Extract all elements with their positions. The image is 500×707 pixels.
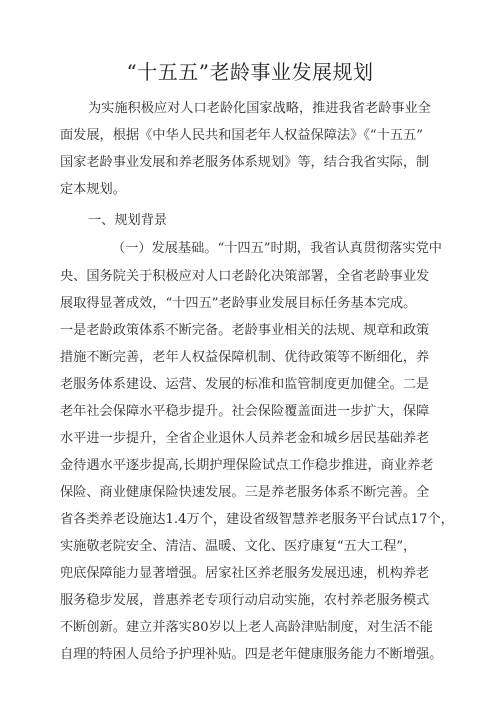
- intro-line: 面发展，根据《中华人民共和国老年人权益保障法》《“十五五”: [60, 128, 423, 143]
- intro-line: 国家老龄事业发展和养老服务体系规划》等，结合我省实际，制: [60, 155, 430, 170]
- body-line: 金待遇水平逐步提高,长期护理保险试点工作稳步推进，商业养老: [60, 458, 434, 473]
- body-line: 不断创新。建立并落实80岁以上老人高龄津贴制度，对生活不能: [60, 620, 433, 635]
- intro-line: 定本规划。: [60, 182, 126, 197]
- body-line: 水平进一步提升，全省企业退休人员养老金和城乡居民基础养老: [60, 431, 430, 446]
- body-line: 展取得显著成效，“十四五”老龄事业发展目标任务基本完成。: [60, 296, 417, 311]
- body-line: 老年社会保障水平稳步提升。社会保险覆盖面进一步扩大，保障: [60, 404, 430, 419]
- body-line: （一）发展基础。“十四五”时期，我省认真贯彻落实党中: [112, 241, 442, 256]
- document-title: “十五五”老龄事业发展规划: [126, 60, 374, 84]
- body-line: 央、国务院关于积极应对人口老龄化决策部署，全省老龄事业发: [60, 269, 430, 284]
- body-line: 老服务体系建设、运营、发展的标准和监管制度更加健全。二是: [60, 377, 430, 392]
- body-line: 兜底保障能力显著增强。居家社区养老服务发展迅速，机构养老: [60, 566, 430, 581]
- body-line: 服务稳步发展，普惠养老专项行动启动实施，农村养老服务模式: [60, 593, 430, 608]
- intro-line: 为实施积极应对人口老龄化国家战略，推进我省老龄事业全: [88, 101, 431, 116]
- body-line: 措施不断完善，老年人权益保障机制、优待政策等不断细化，养: [60, 350, 430, 365]
- body-line: 一是老龄政策体系不断完备。老龄事业相关的法规、规章和政策: [60, 323, 430, 338]
- body-line: 省各类养老设施达1.4万个，建设省级智慧养老服务平台试点17个，: [60, 512, 454, 527]
- section-heading: 一、规划背景: [88, 213, 168, 228]
- body-line: 实施敬老院安全、清洁、温暖、文化、医疗康复“五大工程”，: [60, 539, 417, 554]
- body-line: 保险、商业健康保险快速发展。三是养老服务体系不断完善。全: [60, 485, 430, 500]
- body-line: 自理的特困人员给予护理补贴。四是老年健康服务能力不断增强。: [60, 647, 443, 662]
